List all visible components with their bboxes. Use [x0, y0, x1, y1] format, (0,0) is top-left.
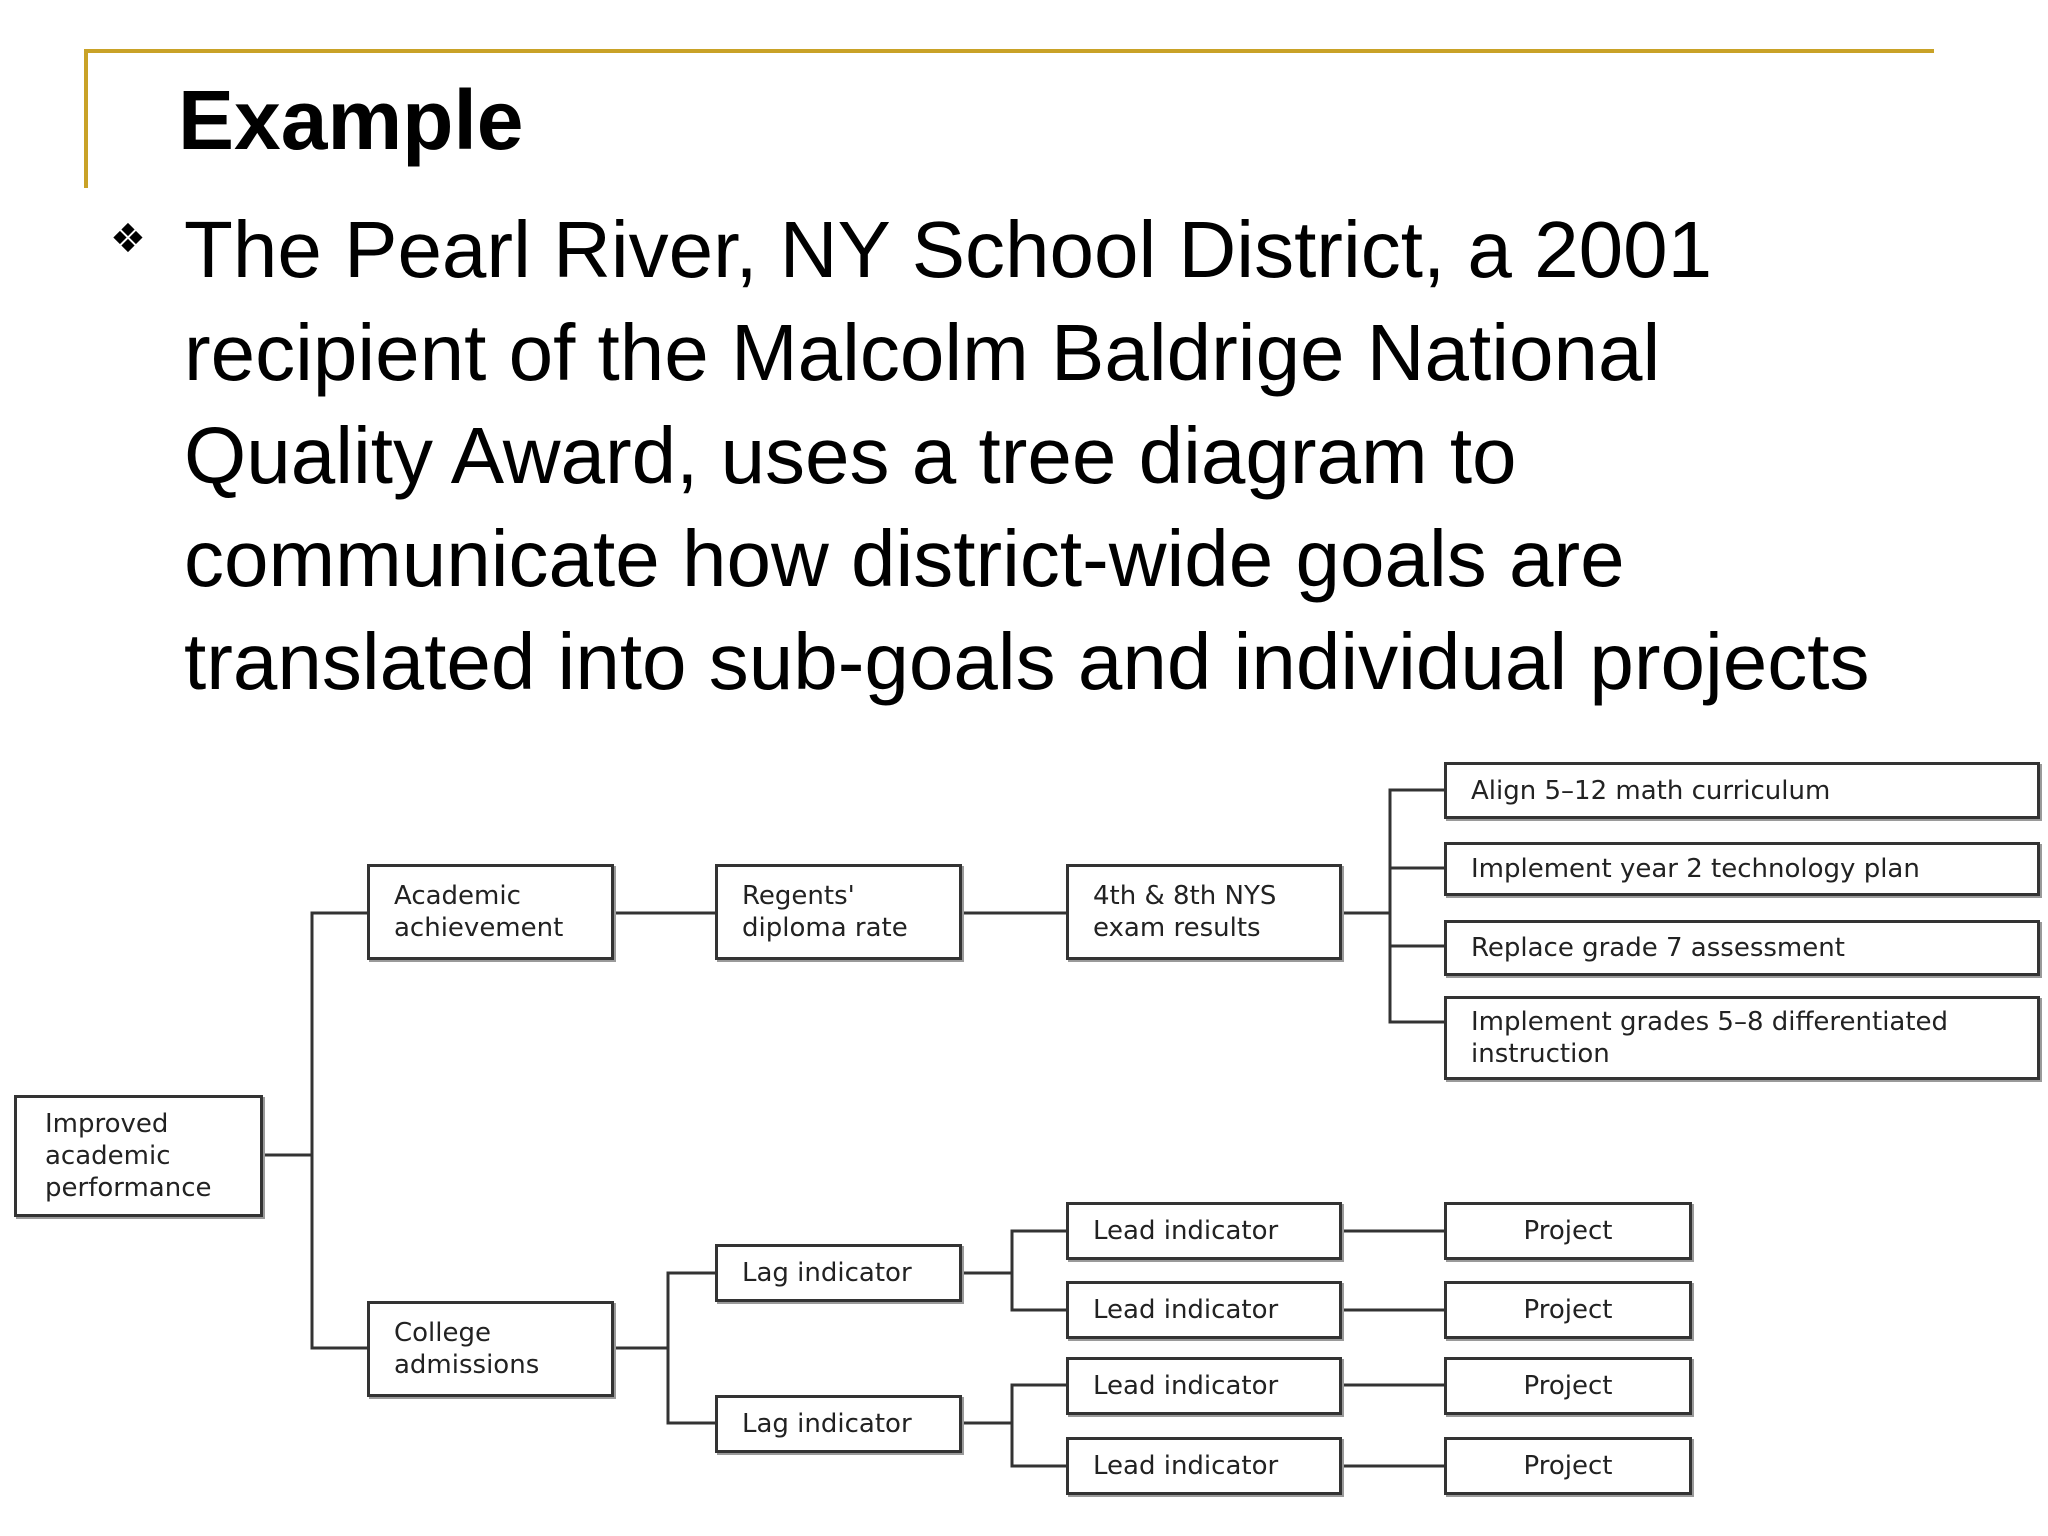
- node-lead-indicator: Lead indicator: [1066, 1202, 1342, 1260]
- node-lag-indicator: Lag indicator: [715, 1244, 962, 1302]
- bullet-line: translated into sub-goals and individual projects: [184, 617, 1870, 706]
- bullet-paragraph: [184, 198, 2044, 713]
- node-project: Project: [1444, 1202, 1692, 1260]
- node-project: Project: [1444, 1437, 1692, 1495]
- tree-diagram: [0, 740, 2048, 1536]
- node-nys-exam-results: 4th & 8th NYS exam results: [1066, 864, 1342, 960]
- title-accent-bar: [84, 49, 88, 188]
- node-project-math-curriculum: Align 5–12 math curriculum: [1444, 762, 2040, 819]
- node-project-differentiated-instruction: Implement grades 5–8 differentiated instruction: [1444, 996, 2040, 1080]
- bullet-line: communicate how district-wide goals are: [184, 514, 1625, 603]
- node-project: Project: [1444, 1281, 1692, 1339]
- node-academic-achievement: Academic achievement: [367, 864, 614, 960]
- node-regents-diploma-rate: Regents' diploma rate: [715, 864, 962, 960]
- node-lead-indicator: Lead indicator: [1066, 1357, 1342, 1415]
- node-project: Project: [1444, 1357, 1692, 1415]
- title-accent-rule: [84, 49, 1934, 53]
- node-lead-indicator: Lead indicator: [1066, 1281, 1342, 1339]
- node-lead-indicator: Lead indicator: [1066, 1437, 1342, 1495]
- node-project-grade7-assessment: Replace grade 7 assessment: [1444, 920, 2040, 976]
- node-project-technology-plan: Implement year 2 technology plan: [1444, 842, 2040, 896]
- slide-title: Example: [178, 73, 524, 167]
- bullet-line: Quality Award, uses a tree diagram to: [184, 411, 1517, 500]
- bullet-diamond-icon: ❖: [110, 216, 146, 262]
- node-root-goal: Improved academic performance: [14, 1095, 263, 1217]
- node-college-admissions: College admissions: [367, 1301, 614, 1397]
- bullet-line: recipient of the Malcolm Baldrige National: [184, 308, 1661, 397]
- node-lag-indicator: Lag indicator: [715, 1395, 962, 1453]
- bullet-line: The Pearl River, NY School District, a 2001: [184, 205, 1713, 294]
